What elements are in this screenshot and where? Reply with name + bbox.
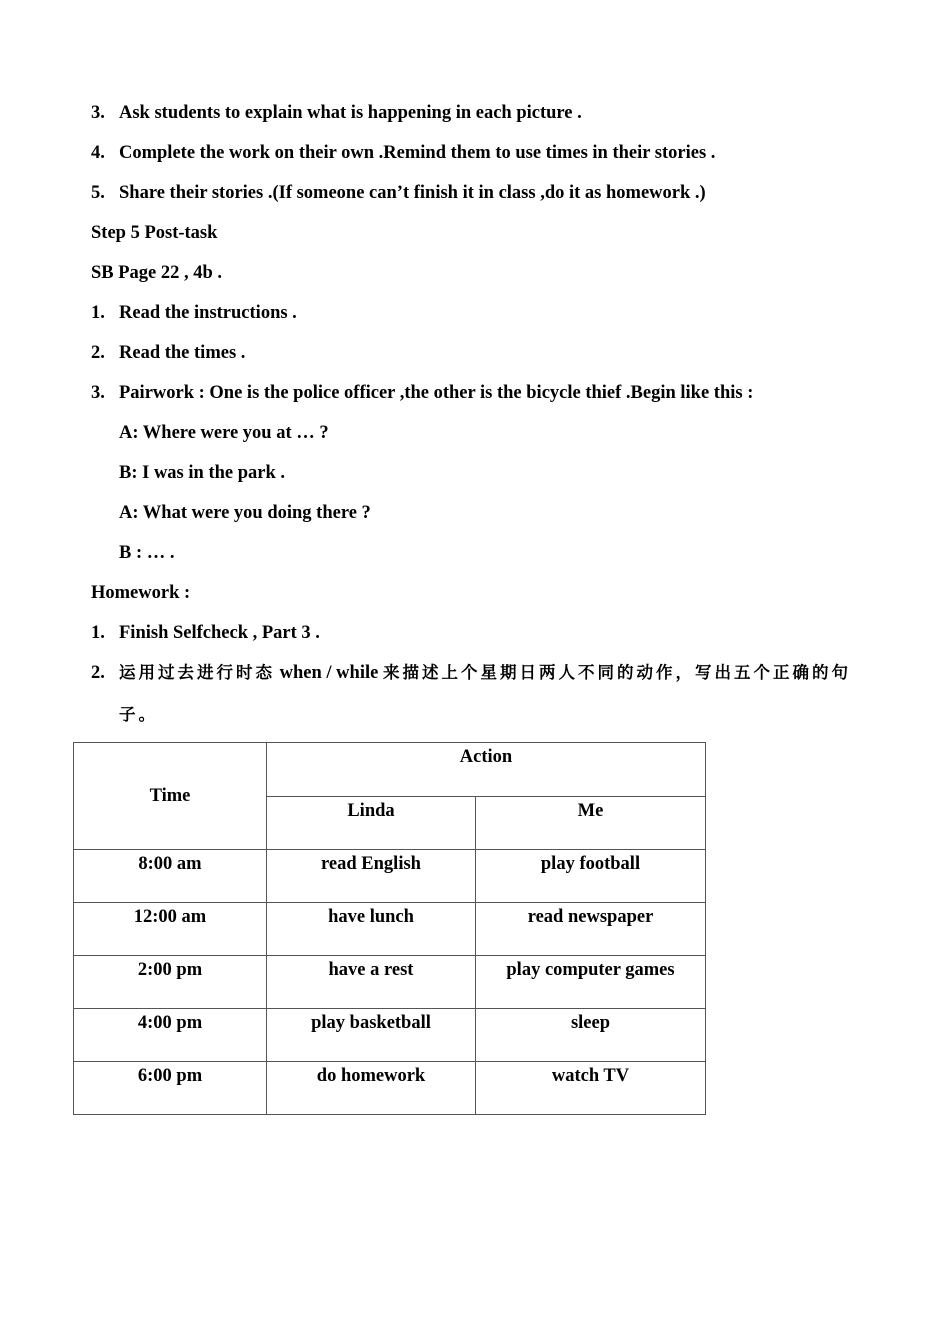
dialogue-line: B: I was in the park .: [119, 463, 286, 483]
action-header: Action: [267, 743, 706, 797]
homework-heading: Homework :: [91, 583, 191, 603]
table-row: [74, 1062, 706, 1115]
list-item: [91, 341, 245, 365]
time-cell: 12:00 am: [74, 903, 267, 956]
list-item: [91, 101, 582, 125]
step5-heading: Step 5 Post-task: [91, 223, 218, 243]
time-cell: 8:00 am: [74, 850, 267, 903]
time-cell: 4:00 pm: [74, 1009, 267, 1062]
item-text-chinese: 来描述上个星期日两人不同的动作，写出五个正确的句: [382, 663, 851, 682]
me-header: Me: [476, 796, 706, 850]
time-cell: 2:00 pm: [74, 956, 267, 1009]
item-text-latin: when / while: [275, 663, 383, 683]
me-cell: play computer games: [476, 956, 706, 1009]
me-cell: read newspaper: [476, 903, 706, 956]
item-number: 1.: [91, 623, 105, 643]
item-number: 4.: [91, 143, 105, 163]
item-text-continuation: [119, 703, 158, 727]
item-text: Ask students to explain what is happening in each picture .: [119, 103, 582, 123]
item-number: 2.: [91, 343, 105, 363]
item-number: 1.: [91, 303, 105, 323]
dialogue-line: A: What were you doing there ?: [119, 503, 371, 523]
item-number: 3.: [91, 103, 105, 123]
item-number: 2.: [91, 663, 105, 683]
linda-cell: have a rest: [267, 956, 476, 1009]
item-text: Share their stories .(If someone can’t finish it in class ,do it as homework .): [119, 183, 706, 203]
time-cell: 6:00 pm: [74, 1062, 267, 1115]
linda-header: Linda: [267, 796, 476, 850]
item-text: Finish Selfcheck , Part 3 .: [119, 623, 320, 643]
item-text: Read the instructions .: [119, 303, 297, 323]
table-row: [74, 1009, 706, 1062]
list-item: [91, 661, 851, 685]
list-item: [91, 141, 715, 165]
table-row: [74, 903, 706, 956]
me-cell: sleep: [476, 1009, 706, 1062]
item-number: 3.: [91, 383, 105, 403]
me-cell: watch TV: [476, 1062, 706, 1115]
table-header-row: [74, 743, 706, 797]
table-row: [74, 850, 706, 903]
item-text: Complete the work on their own .Remind them to use times in their stories .: [119, 143, 716, 163]
item-number: 5.: [91, 183, 105, 203]
list-item: [91, 181, 706, 205]
list-item: [91, 621, 320, 645]
dialogue-line: B : … .: [119, 543, 175, 563]
item-text-chinese: 运用过去进行时态: [119, 663, 275, 682]
table-row: [74, 956, 706, 1009]
schedule-table: [73, 742, 706, 1115]
me-cell: play football: [476, 850, 706, 903]
dialogue-line: A: Where were you at … ?: [119, 423, 329, 443]
linda-cell: have lunch: [267, 903, 476, 956]
list-item: [91, 381, 753, 405]
item-text: Read the times .: [119, 343, 246, 363]
linda-cell: play basketball: [267, 1009, 476, 1062]
linda-cell: do homework: [267, 1062, 476, 1115]
item-text: Pairwork : One is the police officer ,the other is the bicycle thief .Begin like this :: [119, 383, 754, 403]
time-header: Time: [74, 743, 267, 850]
linda-cell: read English: [267, 850, 476, 903]
sb-reference: SB Page 22 , 4b .: [91, 263, 223, 283]
list-item: [91, 301, 297, 325]
item-text-chinese: 子。: [119, 705, 158, 724]
